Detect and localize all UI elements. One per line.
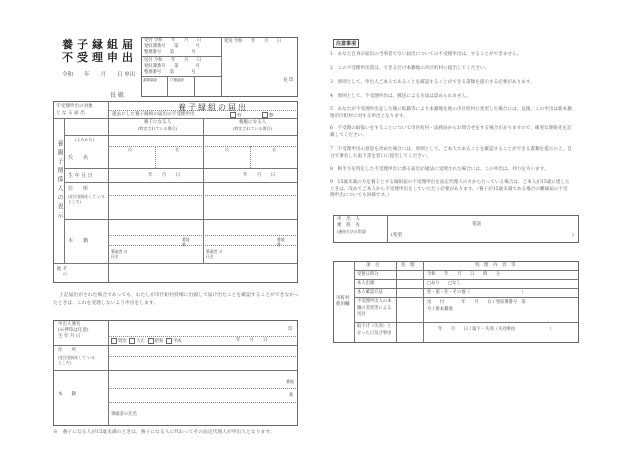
- address-label: 住 所: [68, 186, 89, 192]
- note-9: 9 15歳未満の方を養子とする縁組届の不受理申出を法定代理人の方から行っている場合は、ご本人が15歳に達したときは、改めてご本人から不受理申出をしていただく必要があります。（養子が15歳未満である場合の離縁届の不受理申出についても同様です。）: [330, 180, 570, 198]
- adopter-name-field[interactable]: [203, 148, 298, 168]
- note-2: 2 この不受理申出書は、できるだけ本籍地の市区町村に提出してください。: [330, 66, 490, 71]
- office-row-idcheck-value[interactable]: 免・旅・住・その他（ ）: [427, 290, 526, 295]
- applicant-honseki-field[interactable]: [108, 370, 298, 426]
- adopter-header: 養親になる人 (特定されている場合): [233, 120, 273, 131]
- form-title-line1: 養子縁組届: [62, 38, 137, 51]
- footnote: ※ 養子になる人が15歳未満のときは、養子になる人に代わってその法定代理人が申出人となります。: [53, 430, 275, 435]
- note-4: 4 原則として、不受理申出は、郵送による方法は認められません。: [330, 94, 471, 99]
- doc-check-label: 書類調査: [143, 78, 157, 82]
- adoptee-surname-label: 氏: [128, 147, 132, 152]
- note-6: 6 不受理の取扱いをすることについて市区町村・法務局からお問合せをする場合がありますので、確実な連絡先を記載してください。: [330, 126, 572, 138]
- office-row-transfer-value[interactable]: 送 付 年 月 日 / 発収簿番号 第 号 / 新本籍地: [427, 300, 543, 312]
- office-row-received-value[interactable]: 令和 年 月 日 時 分: [427, 272, 501, 277]
- applicant-signature-field[interactable]: [108, 320, 298, 336]
- adopter-head-name-label: 筆頭者 の氏名: [206, 249, 223, 259]
- seal-mark: 印: [288, 327, 293, 332]
- era-heisei-checkbox[interactable]: 平成: [166, 339, 182, 344]
- past-notification-label: 過去にした養子縁組の届出の不受理申出: [112, 112, 195, 117]
- applicant-banchi: 番地: [286, 379, 294, 384]
- adoptee-name-field[interactable]: [108, 148, 203, 168]
- adoptee-address-field[interactable]: [108, 182, 203, 219]
- adoptee-head-name-label: 筆頭者 の氏名: [111, 249, 128, 259]
- era-taisho-checkbox[interactable]: 大正: [129, 339, 145, 344]
- notification-title: 養子縁組の届出: [178, 103, 248, 112]
- note-1: 1 あなた自身が届出の当事者でない届出についての不受理申出は、することができません。: [330, 52, 522, 57]
- other-field[interactable]: [64, 263, 298, 283]
- past-yes-checkbox[interactable]: 有: [230, 112, 242, 119]
- phone-label: 電話: [472, 222, 482, 227]
- adopter-surname-label: 氏: [225, 147, 229, 152]
- office-row-withdraw-label: 取下げ（失効）となった日及び事由: [357, 324, 392, 336]
- chief-address: 長 殿: [110, 92, 124, 99]
- era-options: [111, 338, 182, 344]
- office-header-process: 処 理: [401, 263, 415, 268]
- adoptee-banchi: 番地 番: [182, 237, 190, 247]
- note-5: 5 あなたが不受理申出をした後に転籍等により本籍地を他の市区町村に変更した場合には、以後、この申出は新本籍地市区町村に対する申出となります。: [330, 107, 572, 119]
- office-side-label: 市町村使用欄: [336, 296, 350, 307]
- date-line: 令和 年 月 日 申出: [62, 72, 136, 78]
- adoptee-birth-field[interactable]: 年 月 日: [148, 173, 181, 178]
- name-label: 氏 名: [68, 155, 89, 161]
- adopter-given-label: 名: [272, 147, 276, 152]
- send-date: 発送 令和 年 月 日: [224, 39, 282, 44]
- applicant-name-label: 申出人署名 (※押印は任意) 生 年 月 日: [58, 322, 89, 339]
- office-row-appearance-value[interactable]: □あり □なし: [427, 281, 461, 286]
- notes-heading: 注意事項: [333, 39, 359, 48]
- adoptee-honseki-field[interactable]: [108, 219, 203, 263]
- applicant-ban: 番: [289, 392, 293, 397]
- receipt-block1: 受付 令和 年 月 日 発収簿番号 第 号 整理番号 第 号: [144, 38, 202, 55]
- era-showa-checkbox[interactable]: 昭和: [148, 339, 164, 344]
- office-row-received-label: 受領日時分: [357, 272, 379, 277]
- applicant-honseki-label: 本 籍: [58, 392, 76, 397]
- adopter-birth-field[interactable]: 年 月 日: [243, 173, 276, 178]
- office-header-item: 項 目: [366, 263, 380, 268]
- office-row-withdraw-value[interactable]: 年 月 日 / 取下・失効（失効事由 ）: [438, 327, 554, 332]
- contact-label: 申 出 人 連 絡 先 (連絡方法の希望): [337, 217, 367, 234]
- family-check-label: 戸籍調査: [170, 78, 184, 82]
- applicant-address-label: 住 所: [58, 348, 76, 353]
- form-title-line2: 不受理申出: [62, 51, 137, 64]
- honseki-label: 本 籍: [68, 238, 89, 244]
- note-3: 3 原則として、申出人ご本人であることを確認することができる書類を提示する必要があります。: [330, 80, 535, 85]
- office-row-idcheck-label: 本人確認方法: [357, 290, 383, 295]
- note-8: 8 相手方を特定した不受理申出に係る届出が適法に受理された場合には、この申出は、効力を失います。: [330, 167, 549, 172]
- office-header-content: 処 理 内 容 等: [475, 263, 516, 268]
- adoptee-header: 養子になる人 (特定されている場合): [138, 120, 178, 131]
- contact-field[interactable]: [395, 218, 575, 240]
- adopter-address-field[interactable]: [203, 182, 298, 219]
- adopter-banchi: 番地 番: [277, 237, 285, 247]
- target-label: 不受理申出の対象 と な る 届 出: [56, 104, 93, 116]
- era-meiji-checkbox[interactable]: 明治: [111, 339, 127, 344]
- address-sublabel: (住民登録をして いるところ): [68, 194, 105, 204]
- adopter-honseki-field[interactable]: [203, 219, 298, 263]
- adoptee-given-label: 名: [175, 147, 179, 152]
- furigana-label: (よみかた): [75, 137, 95, 142]
- applicant-head-name-label: 筆頭者の氏名: [111, 412, 137, 417]
- other-label: その他: [56, 266, 67, 278]
- birth-label: 生 年 月 日: [68, 173, 93, 179]
- statement-text: 上記届出がされた場合であっても、わたしが市区町村役場に出頭して届け出たことを確認することができなかったときは、これを受理しないよう申出をします。: [53, 293, 299, 306]
- office-row-transfer-label: 不受理申出人の本籍の変更等による送付: [357, 299, 392, 317]
- applicant-address-field[interactable]: [108, 345, 298, 370]
- contact-hope-label: (希望: [391, 233, 402, 238]
- receipt-block2: 送付 令和 年 月 日 発収簿番号 第 号 整理番号 第 号: [144, 58, 202, 75]
- checkbox-icon: [262, 112, 268, 118]
- checkbox-icon: [230, 112, 236, 118]
- past-no-checkbox[interactable]: 無: [262, 112, 274, 119]
- contact-close-paren: ): [572, 233, 574, 238]
- note-7: 7 不受理申出の意思を改めた場合には、原則として、ご本人であることを確認することができる書類を提示の上、自分で署名した取下書を窓口に提出してください。: [330, 147, 572, 159]
- relation-side-label: 養親子関係人の表示: [56, 140, 63, 221]
- applicant-address-sublabel: (住民登録をして いるところ): [58, 355, 95, 365]
- applicant-birth-field[interactable]: 年 月 日: [236, 338, 268, 343]
- office-row-appearance-label: 本人出頭: [357, 281, 375, 286]
- chief-seal: 長 印: [283, 78, 294, 83]
